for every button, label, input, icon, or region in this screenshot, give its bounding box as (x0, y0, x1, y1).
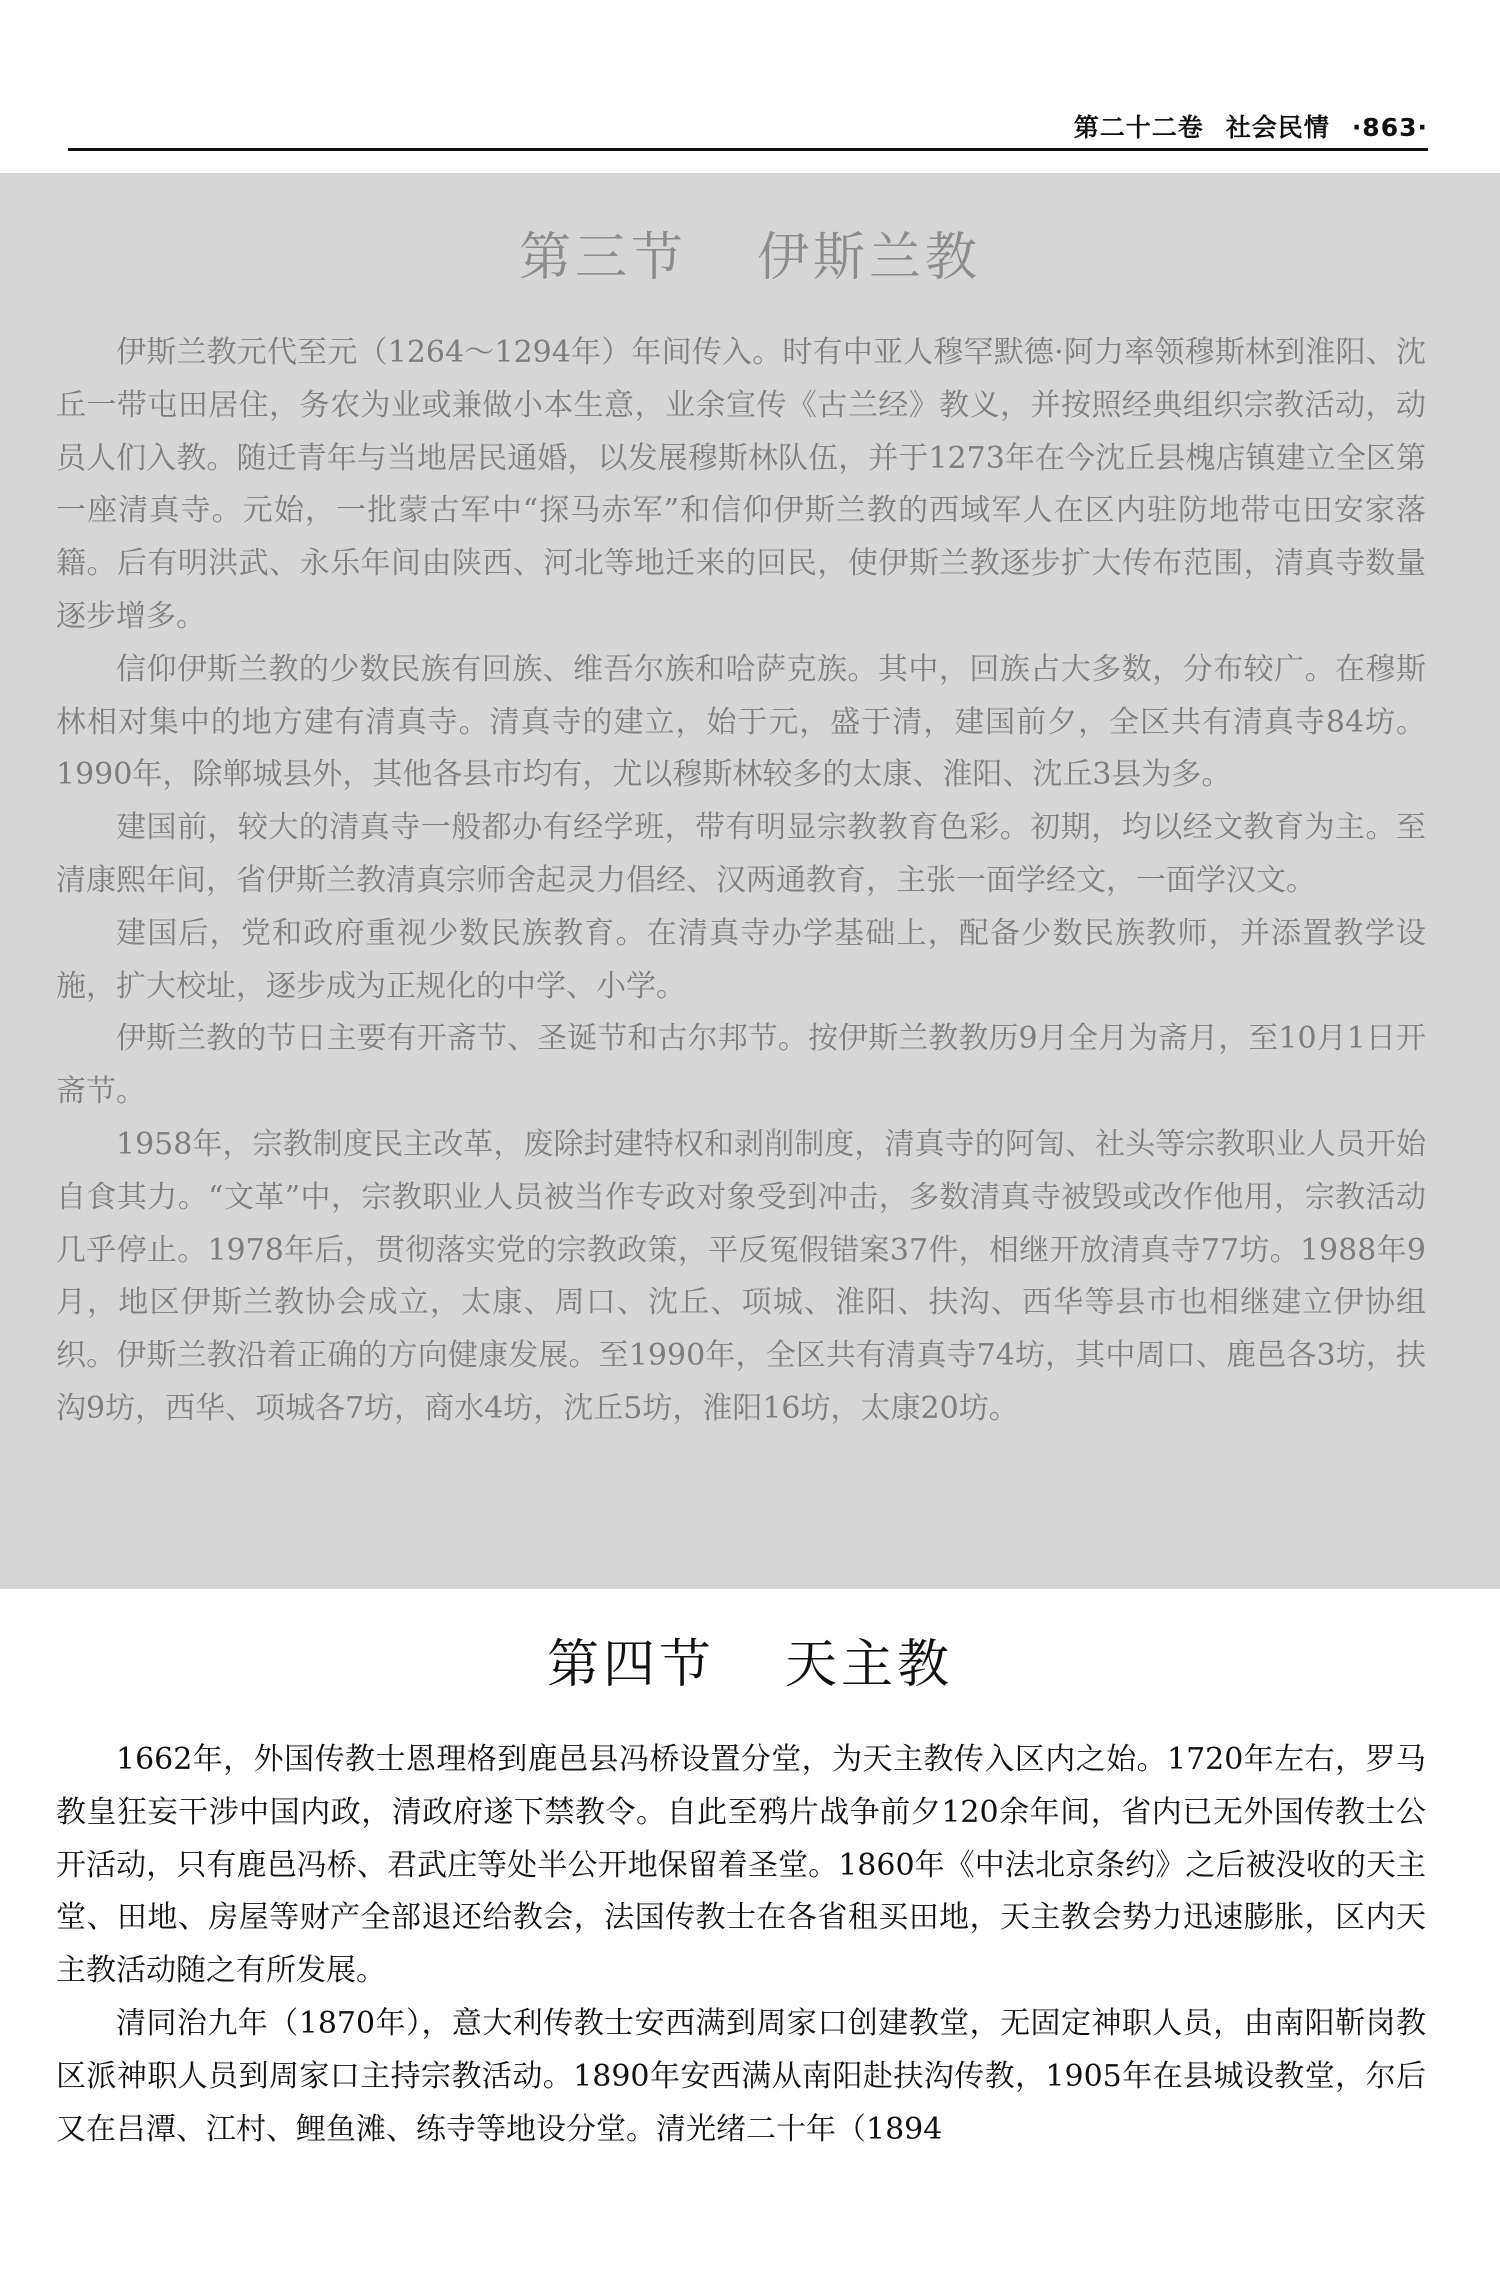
paragraph: 信仰伊斯兰教的少数民族有回族、维吾尔族和哈萨克族。其中，回族占大多数，分布较广。在穆斯林相对集中的地方建有清真寺。清真寺的建立，始于元，盛于清，建国前夕，全区共有清真寺84坊。1990年，除郸城县外，其他各县市均有，尤以穆斯林较多的太康、淮阳、沈丘3县为多。 (56, 651, 1426, 793)
paragraph: 清同治九年（1870年），意大利传教士安西满到周家口创建教堂，无固定神职人员，由南阳靳岗教区派神职人员到周家口主持宗教活动。1890年安西满从南阳赴扶沟传教，1905年在县城设教堂，尔后又在吕潭、江村、鲤鱼滩、练寺等地设分堂。清光绪二十年（1894 (56, 2005, 1426, 2147)
running-header (68, 108, 1428, 148)
volume-label: 第二十二卷 (1073, 113, 1204, 142)
section-number: 第三节 (518, 228, 687, 288)
chapter-label: 社会民情 (1225, 113, 1330, 142)
section-title-islam (0, 215, 1500, 290)
paragraph: 伊斯兰教的节日主要有开斋节、圣诞节和古尔邦节。按伊斯兰教教历9月全月为斋月，至10月1日开斋节。 (56, 1021, 1426, 1110)
page-number: ·863· (1351, 113, 1428, 142)
islam-section-shaded (0, 173, 1500, 1589)
paragraph: 伊斯兰教元代至元（1264～1294年）年间传入。时有中亚人穆罕默德·阿力率领穆斯林到淮阳、沈丘一带屯田居住，务农为业或兼做小本生意，业余宣传《古兰经》教义，并按照经典组织宗教活动，动员人们入教。随迁青年与当地居民通婚，以发展穆斯林队伍，并于1273年在今沈丘县槐店镇建立全区第一座清真寺。元始，一批蒙古军中“探马赤军”和信仰伊斯兰教的西域军人在区内驻防地带屯田安家落籍。后有明洪武、永乐年间由陕西、河北等地迁来的回民，使伊斯兰教逐步扩大传布范围，清真寺数量逐步增多。 (56, 335, 1426, 634)
section-name: 天主教 (785, 1635, 954, 1695)
header-rule (68, 148, 1428, 151)
running-header-text (1074, 108, 1428, 144)
paragraph: 建国前，较大的清真寺一般都办有经学班，带有明显宗教教育色彩。初期，均以经文教育为主。至清康熙年间，省伊斯兰教清真宗师舍起灵力倡经、汉两通教育，主张一面学经文，一面学汉文。 (56, 810, 1426, 898)
section-name: 伊斯兰教 (757, 228, 982, 288)
paragraph: 1958年，宗教制度民主改革，废除封建特权和剥削制度，清真寺的阿訇、社头等宗教职业人员开始自食其力。“文革”中，宗教职业人员被当作专政对象受到冲击，多数清真寺被毁或改作他用，宗教活动几乎停止。1978年后，贯彻落实党的宗教政策，平反冤假错案37件，相继开放清真寺77坊。1988年9月，地区伊斯兰教协会成立，太康、周口、沈丘、项城、淮阳、扶沟、西华等县市也相继建立伊协组织。伊斯兰教沿着正确的方向健康发展。至1990年，全区共有清真寺74坊，其中周口、鹿邑各3坊，扶沟9坊，西华、项城各7坊，商水4坊，沈丘5坊，淮阳16坊，太康20坊。 (56, 1126, 1426, 1426)
paragraph: 1662年，外国传教士恩理格到鹿邑县冯桥设置分堂，为天主教传入区内之始。1720年左右，罗马教皇狂妄干涉中国内政，清政府遂下禁教令。自此至鸦片战争前夕120余年间，省内已无外国传教士公开活动，只有鹿邑冯桥、君武庄等处半公开地保留着圣堂。1860年《中法北京条约》之后被没收的天主堂、田地、房屋等财产全部退还给教会，法国传教士在各省租买田地，天主教会势力迅速膨胀，区内天主教活动随之有所发展。 (56, 1742, 1426, 1989)
section-title-catholicism (0, 1622, 1500, 1697)
islam-section-body (56, 327, 1426, 1436)
paragraph: 建国后，党和政府重视少数民族教育。在清真寺办学基础上，配备少数民族教师，并添置教学设施，扩大校址，逐步成为正规化的中学、小学。 (56, 915, 1426, 1004)
section-number: 第四节 (546, 1635, 715, 1695)
catholicism-section-body (56, 1734, 1426, 2156)
